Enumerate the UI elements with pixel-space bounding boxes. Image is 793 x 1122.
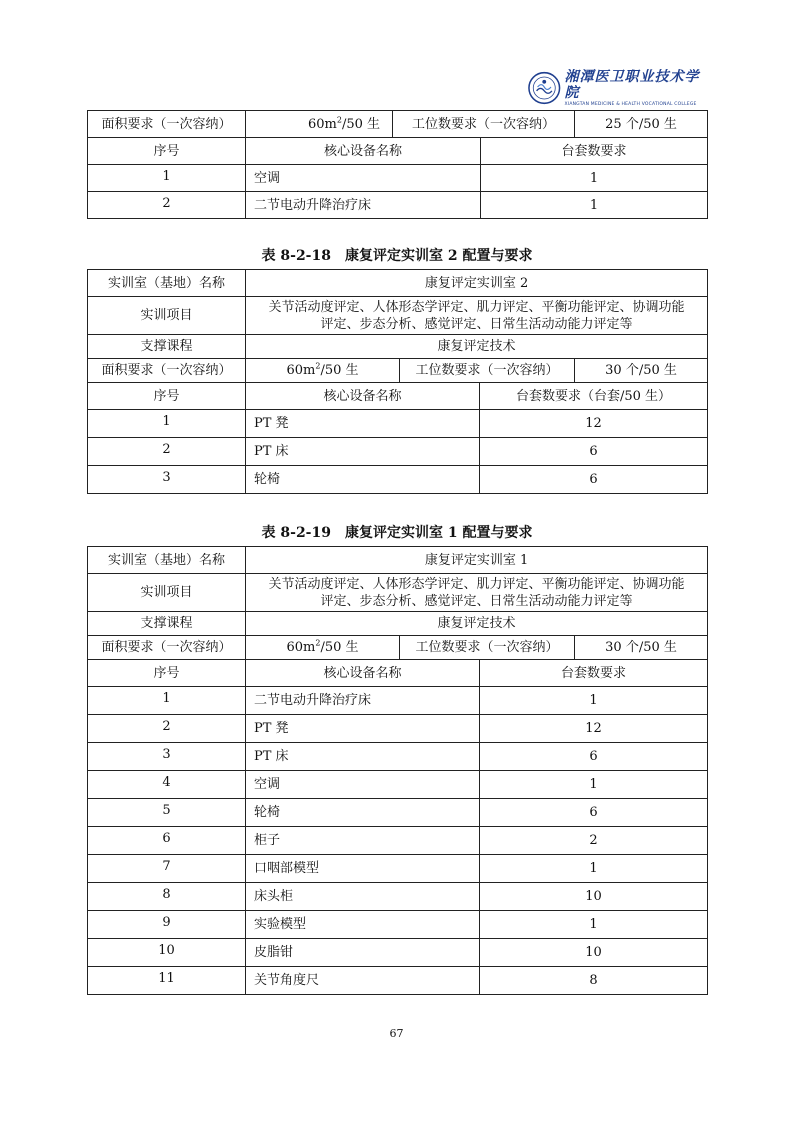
row-name: 关节角度尺 bbox=[246, 967, 480, 995]
row-no: 4 bbox=[88, 771, 246, 799]
table-header-row bbox=[88, 138, 708, 165]
table-caption: 表 8-2-18 康复评定实训室 2 配置与要求 bbox=[261, 248, 533, 264]
row-count: 10 bbox=[480, 883, 708, 911]
row-count: 1 bbox=[481, 192, 708, 219]
table-row bbox=[88, 335, 708, 359]
area-value: $60m^2/50$ 生 bbox=[246, 359, 400, 383]
row-count: 8 bbox=[480, 967, 708, 995]
table-row bbox=[88, 111, 708, 138]
row-no: 2 bbox=[88, 438, 246, 466]
table-row bbox=[88, 466, 708, 494]
table-row bbox=[88, 967, 708, 995]
project-label: 实训项目 bbox=[88, 574, 246, 612]
row-no: 3 bbox=[88, 743, 246, 771]
row-name: 轮椅 bbox=[246, 799, 480, 827]
row-name: 口咽部模型 bbox=[246, 855, 480, 883]
row-count: 6 bbox=[480, 743, 708, 771]
col-header-name: 核心设备名称 bbox=[246, 383, 480, 410]
table-row bbox=[88, 939, 708, 967]
row-no: 6 bbox=[88, 827, 246, 855]
table-row bbox=[88, 827, 708, 855]
table-header-row bbox=[88, 660, 708, 687]
row-count: 6 bbox=[480, 466, 708, 494]
row-name: PT 凳 bbox=[246, 715, 480, 743]
row-count: 6 bbox=[480, 799, 708, 827]
table-row bbox=[88, 771, 708, 799]
station-label: 工位数要求（一次容纳） bbox=[393, 111, 575, 138]
row-name: 空调 bbox=[246, 771, 480, 799]
station-label: 工位数要求（一次容纳） bbox=[400, 636, 575, 660]
row-name: PT 凳 bbox=[246, 410, 480, 438]
row-no: 5 bbox=[88, 799, 246, 827]
col-header-count: 台套数要求 bbox=[481, 138, 708, 165]
row-count: 1 bbox=[480, 855, 708, 883]
table-caption: 表 8-2-19 康复评定实训室 1 配置与要求 bbox=[261, 525, 533, 541]
row-count: 2 bbox=[480, 827, 708, 855]
row-name: 床头柜 bbox=[246, 883, 480, 911]
area-label: 面积要求（一次容纳） bbox=[88, 636, 246, 660]
row-name: 二节电动升降治疗床 bbox=[246, 192, 481, 219]
row-count: 12 bbox=[480, 715, 708, 743]
col-header-no: 序号 bbox=[88, 138, 246, 165]
row-no: 8 bbox=[88, 883, 246, 911]
room-label: 实训室（基地）名称 bbox=[88, 547, 246, 574]
room-value: 康复评定实训室 2 bbox=[246, 270, 708, 297]
table-row bbox=[88, 636, 708, 660]
row-no: 1 bbox=[88, 165, 246, 192]
course-value: 康复评定技术 bbox=[246, 612, 708, 636]
row-name: 空调 bbox=[246, 165, 481, 192]
page-number: 67 bbox=[389, 1027, 404, 1040]
area-label: 面积要求（一次容纳） bbox=[88, 359, 246, 383]
table-row bbox=[88, 855, 708, 883]
row-count: 1 bbox=[480, 911, 708, 939]
row-no: 10 bbox=[88, 939, 246, 967]
course-label: 支撑课程 bbox=[88, 335, 246, 359]
table-row bbox=[88, 410, 708, 438]
project-value: 关节活动度评定、人体形态学评定、肌力评定、平衡功能评定、协调功能 评定、步态分析、感觉评定、日常生活动动能力评定等 bbox=[246, 297, 708, 335]
row-count: 1 bbox=[481, 165, 708, 192]
course-label: 支撑课程 bbox=[88, 612, 246, 636]
room-label: 实训室（基地）名称 bbox=[88, 270, 246, 297]
school-name-cn: 湘潭医卫职业技术学院 bbox=[564, 68, 700, 101]
row-no: 2 bbox=[88, 715, 246, 743]
row-count: 6 bbox=[480, 438, 708, 466]
table-header-row bbox=[88, 383, 708, 410]
school-seal-icon bbox=[528, 71, 561, 105]
equipment-table-room-1 bbox=[87, 546, 708, 995]
station-label: 工位数要求（一次容纳） bbox=[400, 359, 575, 383]
row-count: 1 bbox=[480, 687, 708, 715]
col-header-name: 核心设备名称 bbox=[246, 660, 480, 687]
room-value: 康复评定实训室 1 bbox=[246, 547, 708, 574]
table-row bbox=[88, 574, 708, 612]
row-no: 11 bbox=[88, 967, 246, 995]
row-no: 2 bbox=[88, 192, 246, 219]
table-row bbox=[88, 547, 708, 574]
station-value: 30 个/50 生 bbox=[575, 636, 708, 660]
table-row bbox=[88, 359, 708, 383]
course-value: 康复评定技术 bbox=[246, 335, 708, 359]
col-header-no: 序号 bbox=[88, 660, 246, 687]
table-row bbox=[88, 799, 708, 827]
school-logo bbox=[528, 68, 708, 108]
row-no: 9 bbox=[88, 911, 246, 939]
row-no: 1 bbox=[88, 410, 246, 438]
table-row bbox=[88, 883, 708, 911]
station-value: 25 个/50 生 bbox=[575, 111, 708, 138]
table-row bbox=[88, 743, 708, 771]
table-row bbox=[88, 165, 708, 192]
row-name: PT 床 bbox=[246, 743, 480, 771]
row-name: 轮椅 bbox=[246, 466, 480, 494]
table-row bbox=[88, 715, 708, 743]
row-name: PT 床 bbox=[246, 438, 480, 466]
school-name-en: XIANGTAN MEDICINE & HEALTH VOCATIONAL COLLEGE bbox=[564, 101, 697, 107]
col-header-name: 核心设备名称 bbox=[246, 138, 481, 165]
table-row bbox=[88, 270, 708, 297]
table-row bbox=[88, 192, 708, 219]
table-row bbox=[88, 911, 708, 939]
area-label: 面积要求（一次容纳） bbox=[88, 111, 246, 138]
row-no: 1 bbox=[88, 687, 246, 715]
area-value: $60m^2/50$ 生 bbox=[246, 111, 393, 138]
col-header-no: 序号 bbox=[88, 383, 246, 410]
row-count: 12 bbox=[480, 410, 708, 438]
row-count: 1 bbox=[480, 771, 708, 799]
project-label: 实训项目 bbox=[88, 297, 246, 335]
station-value: 30 个/50 生 bbox=[575, 359, 708, 383]
row-count: 10 bbox=[480, 939, 708, 967]
table-row bbox=[88, 687, 708, 715]
col-header-count: 台套数要求（台套/50 生） bbox=[480, 383, 708, 410]
row-name: 柜子 bbox=[246, 827, 480, 855]
row-name: 实验模型 bbox=[246, 911, 480, 939]
area-value: $60m^2/50$ 生 bbox=[246, 636, 400, 660]
row-no: 7 bbox=[88, 855, 246, 883]
project-value: 关节活动度评定、人体形态学评定、肌力评定、平衡功能评定、协调功能 评定、步态分析、感觉评定、日常生活动动能力评定等 bbox=[246, 574, 708, 612]
table-row bbox=[88, 438, 708, 466]
row-no: 3 bbox=[88, 466, 246, 494]
table-continued bbox=[87, 110, 708, 219]
row-name: 皮脂钳 bbox=[246, 939, 480, 967]
table-row bbox=[88, 612, 708, 636]
equipment-table-room-2 bbox=[87, 269, 708, 494]
table-row bbox=[88, 297, 708, 335]
row-name: 二节电动升降治疗床 bbox=[246, 687, 480, 715]
col-header-count: 台套数要求 bbox=[480, 660, 708, 687]
